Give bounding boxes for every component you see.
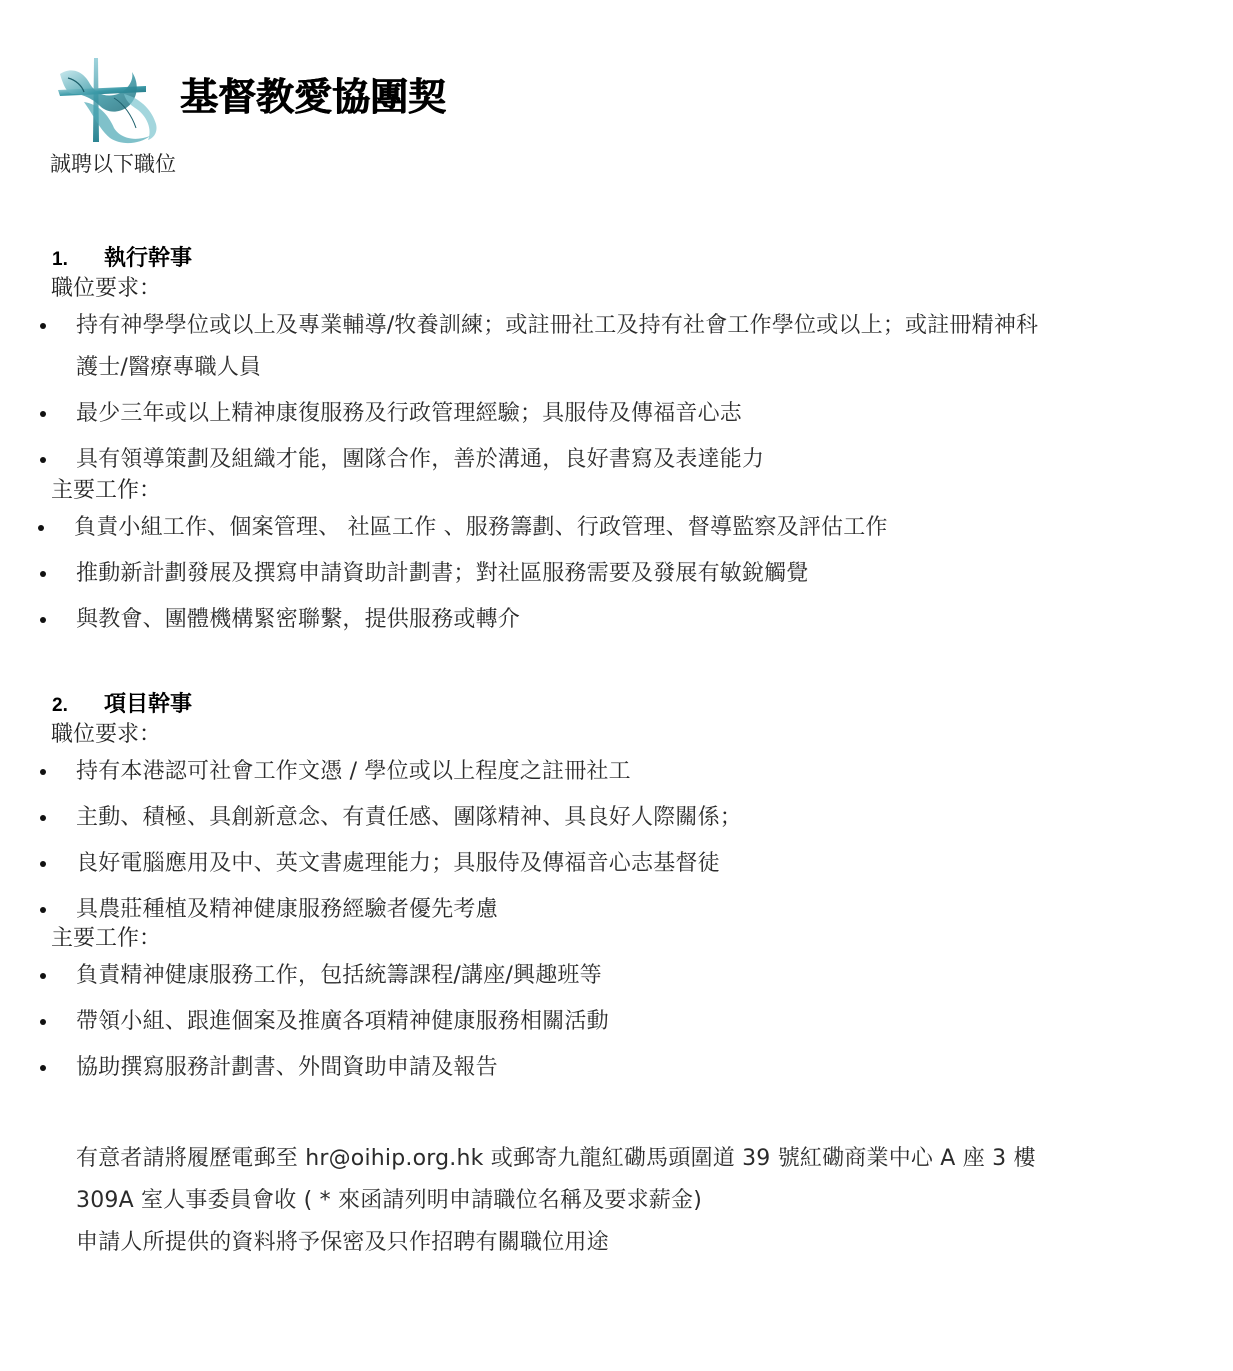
job-title-row [52,691,1200,720]
organization-name: 基督教愛協團契 [180,74,447,119]
duties-list [50,954,1200,1090]
list-item [50,750,1200,794]
list-item [50,598,1200,642]
list-item [50,888,1200,932]
job-section-executive-secretary [50,245,1200,642]
list-item-text: 最少三年或以上精神康復服務及行政管理經驗；具服侍及傳福音心志 [76,401,743,426]
job-title-row [52,245,1200,274]
job-title: 執行幹事 [104,246,193,271]
list-item-text: 主動、積極、具創新意念、有責任感、團隊精神、具良好人際關係； [76,805,743,830]
list-item [50,842,1200,886]
contact-info [76,1138,1166,1264]
list-item [50,796,1200,840]
requirements-heading: 職位要求： [51,722,162,747]
list-item [50,1046,1200,1090]
list-item [50,954,1200,998]
bullet-icon [40,323,46,329]
bullet-icon [40,1019,46,1025]
bullet-icon [40,617,46,623]
job-section-project-officer [50,691,1200,1090]
list-item-text: 護士/醫療專職人員 [76,355,262,380]
job-number: 2. [52,695,68,716]
duties-heading: 主要工作： [51,478,162,503]
bullet-icon [40,815,46,821]
contact-line: 有意者請將履歷電郵至 hr@oihip.org.hk 或郵寄九龍紅磡馬頭圍道 39 號紅磡商業中心 A 座 3 樓 [76,1146,1036,1171]
bullet-icon [40,411,46,417]
requirements-list [50,304,1200,482]
bullet-icon [38,525,44,531]
duties-list [50,506,1200,642]
bullet-icon [40,973,46,979]
list-item-text: 負責小組工作、個案管理、 社區工作 、服務籌劃、行政管理、督導監察及評估工作 [74,515,888,540]
list-item-text: 具有領導策劃及組織才能，團隊合作，善於溝通，良好書寫及表達能力 [76,447,765,472]
list-item [50,506,1200,550]
list-item-text: 負責精神健康服務工作，包括統籌課程/講座/興趣班等 [76,963,602,988]
list-item [50,438,1200,482]
list-item-text: 與教會、團體機構緊密聯繫，提供服務或轉介 [76,607,521,632]
bullet-icon [40,571,46,577]
requirements-heading: 職位要求： [51,276,162,301]
list-item-text: 協助撰寫服務計劃書、外間資助申請及報告 [76,1055,498,1080]
bullet-icon [40,457,46,463]
list-item-text: 具農莊種植及精神健康服務經驗者優先考慮 [76,897,498,922]
list-item-text: 持有本港認可社會工作文憑 / 學位或以上程度之註冊社工 [76,759,631,784]
cross-dove-logo-icon [54,54,164,146]
bullet-icon [40,1065,46,1071]
list-item-text: 帶領小組、跟進個案及推廣各項精神健康服務相關活動 [76,1009,609,1034]
bullet-icon [40,907,46,913]
list-item [50,304,1200,348]
duties-heading: 主要工作： [51,926,162,951]
list-item-text: 推動新計劃發展及撰寫申請資助計劃書；對社區服務需要及發展有敏銳觸覺 [76,561,809,586]
list-item [50,1000,1200,1044]
job-title: 項目幹事 [104,692,193,717]
contact-line: 309A 室人事委員會收 ( * 來函請列明申請職位名稱及要求薪金) [76,1188,702,1213]
list-item-text: 良好電腦應用及中、英文書處理能力；具服侍及傳福音心志基督徒 [76,851,720,876]
list-item [50,392,1200,436]
list-item [50,552,1200,596]
bullet-icon [40,769,46,775]
job-number: 1. [52,249,68,270]
intro-text: 誠聘以下職位 [50,152,176,176]
privacy-note: 申請人所提供的資料將予保密及只作招聘有關職位用途 [76,1230,609,1255]
requirements-list [50,750,1200,932]
bullet-icon [40,861,46,867]
list-item-text: 持有神學學位或以上及專業輔導/牧養訓練；或註冊社工及持有社會工作學位或以上；或註冊精神科 [76,313,1039,338]
list-item [50,346,1200,390]
